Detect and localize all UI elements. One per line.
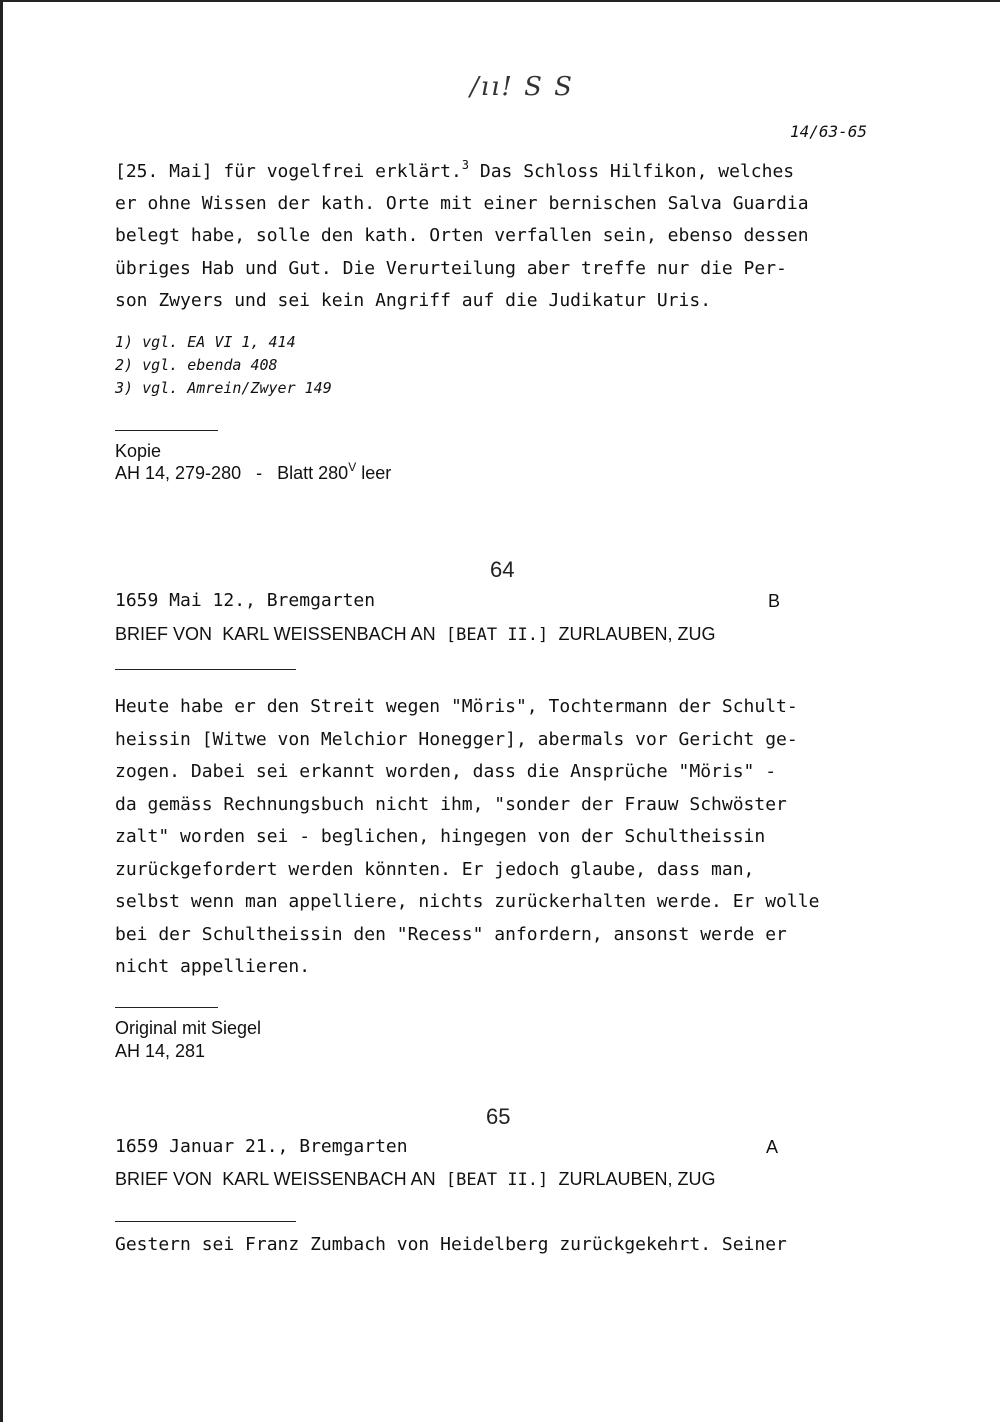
entry64-line-2: heissin [Witwe von Melchior Honegger], abermals vor Gericht ge- [115, 729, 798, 750]
entry63-source-leer: leer [361, 463, 392, 483]
entry65-title-part-2: KARL WEISSENBACH AN [222, 1169, 436, 1189]
entry64-letter-mark: B [768, 591, 781, 611]
title-divider-65 [115, 1221, 296, 1222]
entry65-title-part-1: BRIEF VON [115, 1169, 213, 1189]
title-divider-64 [115, 669, 296, 670]
verso-mark: V [348, 460, 357, 474]
entry64-source-ref [115, 1041, 205, 1061]
entry63-source-ref-text: AH 14, 279-280 [115, 463, 242, 483]
source-divider-63 [115, 430, 218, 431]
scan-edge-top [0, 0, 1000, 2]
entry63-line-1-tail: Das Schloss Hilfikon, welches [469, 161, 795, 182]
entry-number-65: 65 [486, 1104, 511, 1129]
entry64-date-place: 1659 Mai 12., Bremgarten [115, 590, 376, 611]
footnote-3: 3) vgl. Amrein/Zwyer 149 [115, 379, 332, 397]
document-reference: 14/63-65 [790, 122, 868, 141]
entry65-letter-mark: A [766, 1137, 779, 1157]
entry64-title-part-3: [BEAT II.] [445, 625, 549, 645]
scan-edge-left [0, 0, 3, 1422]
entry63-source-ref [115, 460, 392, 483]
entry65-title [115, 1169, 716, 1190]
entry64-line-5: zalt" worden sei - beglichen, hingegen von der Schultheissin [115, 826, 766, 847]
entry64-source-kind: Original mit Siegel [115, 1018, 262, 1038]
entry63-line-4: übriges Hab und Gut. Die Verurteilung aber treffe nur die Per- [115, 258, 787, 279]
entry65-title-part-4: ZURLAUBEN, ZUG [558, 1169, 716, 1189]
entry64-title-part-1: BRIEF VON [115, 624, 213, 644]
entry64-source-ref-text: AH 14, 281 [115, 1041, 206, 1061]
entry63-line-3: belegt habe, solle den kath. Orten verfallen sein, ebenso dessen [115, 225, 809, 246]
entry63-source-kind: Kopie [115, 441, 162, 461]
entry65-line-1: Gestern sei Franz Zumbach von Heidelberg zurückgekehrt. Seiner [115, 1234, 787, 1255]
entry63-source-sep: - [256, 463, 263, 483]
entry64-title [115, 624, 716, 645]
entry63-line-1-text: [25. Mai] für vogelfrei erklärt. [115, 161, 462, 182]
entry64-line-8: bei der Schultheissin den "Recess" anfordern, ansonst werde er [115, 924, 787, 945]
handwritten-page-note: /ıı! S S [470, 72, 574, 102]
entry64-line-1: Heute habe er den Streit wegen "Möris", Tochtermann der Schult- [115, 696, 798, 717]
entry63-line-2: er ohne Wissen der kath. Orte mit einer bernischen Salva Guardia [115, 193, 809, 214]
entry64-line-9: nicht appellieren. [115, 956, 311, 977]
footnote-2: 2) vgl. ebenda 408 [115, 356, 278, 374]
entry63-line-5: son Zwyers und sei kein Angriff auf die Judikatur Uris. [115, 290, 712, 311]
footnote-ref-3: 3 [461, 158, 470, 172]
entry-number-64: 64 [490, 557, 515, 582]
entry64-line-6: zurückgefordert werden könnten. Er jedoch glaube, dass man, [115, 859, 755, 880]
entry65-title-part-3: [BEAT II.] [445, 1170, 549, 1190]
entry64-line-7: selbst wenn man appelliere, nichts zurückerhalten werde. Er wolle [115, 891, 820, 912]
entry63-line-1 [115, 158, 795, 182]
entry65-date-place: 1659 Januar 21., Bremgarten [115, 1136, 408, 1157]
entry64-title-part-4: ZURLAUBEN, ZUG [558, 624, 716, 644]
entry63-source-blatt: Blatt 280 [277, 463, 349, 483]
source-divider-64 [115, 1007, 218, 1008]
footnote-1: 1) vgl. EA VI 1, 414 [115, 333, 296, 351]
entry64-title-part-2: KARL WEISSENBACH AN [222, 624, 436, 644]
entry64-line-4: da gemäss Rechnungsbuch nicht ihm, "sonder der Frauw Schwöster [115, 794, 787, 815]
entry64-line-3: zogen. Dabei sei erkannt worden, dass die Ansprüche "Möris" - [115, 761, 777, 782]
